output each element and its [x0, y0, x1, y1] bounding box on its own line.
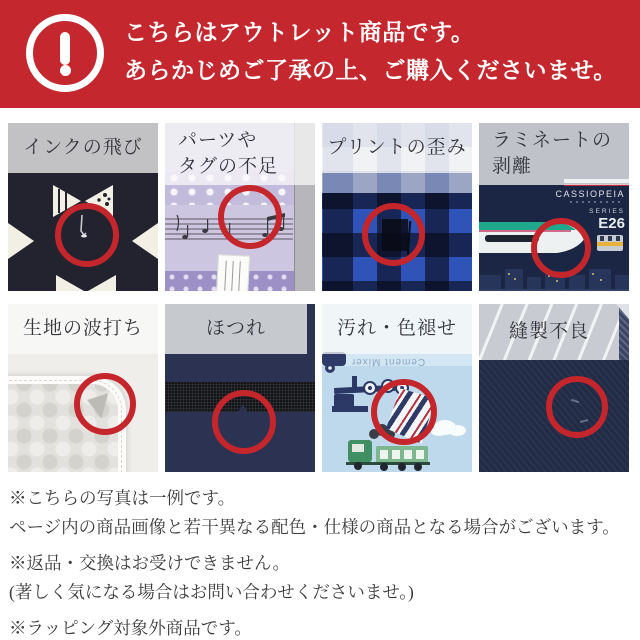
defect-label-line1: ラミネートの	[492, 130, 613, 151]
defect-label-line1: パーツや	[178, 130, 258, 151]
defect-tile-laminate-peeling	[479, 123, 629, 291]
cement-mixer-text: Cement Mixer	[350, 356, 426, 367]
care-tag	[216, 254, 250, 291]
defect-label-band	[8, 304, 158, 354]
defect-label-band	[479, 304, 619, 360]
cassiopeia-text: CASSIOPEIA	[555, 189, 625, 199]
note-no-returns: ※返品・交換はお受けできません。	[9, 553, 291, 573]
alert-exclamation-dot	[60, 65, 71, 76]
header-title-line2: あらかじめご了承の上、ご購入くださいませ。	[124, 58, 617, 83]
note-contact-us: (著しく気になる場合はお問い合わせくださいませ。)	[9, 582, 414, 602]
defect-tile-print-distortion	[322, 123, 472, 291]
defect-highlight-circle	[531, 218, 591, 278]
corner-sliver	[616, 304, 629, 319]
alert-exclamation-bar	[60, 32, 70, 65]
defect-label-band	[322, 304, 472, 354]
defect-tile-missing-parts-or-tags	[165, 123, 315, 291]
defect-label: プリントの歪み	[327, 137, 467, 158]
defect-label: 汚れ・色褪せ	[336, 318, 457, 339]
e26-text: E26	[598, 215, 625, 232]
defect-label-line2: 剥離	[492, 156, 533, 177]
defect-label: ほつれ	[205, 318, 266, 339]
defect-highlight-circle	[362, 203, 425, 266]
defect-label: インクの飛び	[23, 137, 143, 158]
defect-highlight-circle	[55, 203, 119, 267]
defect-label-band	[8, 123, 158, 173]
defect-label-band	[322, 123, 472, 173]
header-title	[124, 14, 617, 90]
defect-label: 生地の波打ち	[22, 318, 143, 339]
series-text: SERIES	[589, 208, 625, 215]
defect-label-band	[165, 304, 307, 354]
defect-label: 縫製不良	[508, 321, 589, 342]
defect-highlight-circle	[212, 390, 276, 454]
note-photos-example: ※こちらの写真は一例です。	[9, 488, 236, 508]
note-color-spec-difference: ページ内の商品画像と若干異なる配色・仕様の商品となる場合がございます。	[9, 517, 620, 537]
defect-tile-fabric-waviness	[8, 304, 158, 472]
defect-tile-ink-splatter	[8, 123, 158, 291]
header-title-line1: こちらはアウトレット商品です。	[124, 20, 475, 45]
defect-highlight-circle	[371, 379, 437, 445]
defect-highlight-circle	[546, 376, 608, 438]
footer-notes	[9, 484, 635, 640]
defect-tile-stains-color-fading	[322, 304, 472, 472]
cloud-shape	[434, 420, 456, 435]
defect-label-band	[165, 123, 315, 185]
defect-highlight-circle	[74, 373, 136, 435]
defect-highlight-circle	[218, 185, 282, 249]
alert-exclamation-icon	[26, 14, 104, 92]
defect-label-line2: タグの不足	[178, 156, 279, 177]
defect-tile-sewing-defects	[479, 304, 629, 472]
note-no-gift-wrapping: ※ラッピング対象外商品です。	[9, 618, 252, 638]
outlet-notice-header	[0, 0, 640, 108]
defect-label-band	[479, 123, 629, 185]
defect-tile-fraying	[165, 304, 315, 472]
